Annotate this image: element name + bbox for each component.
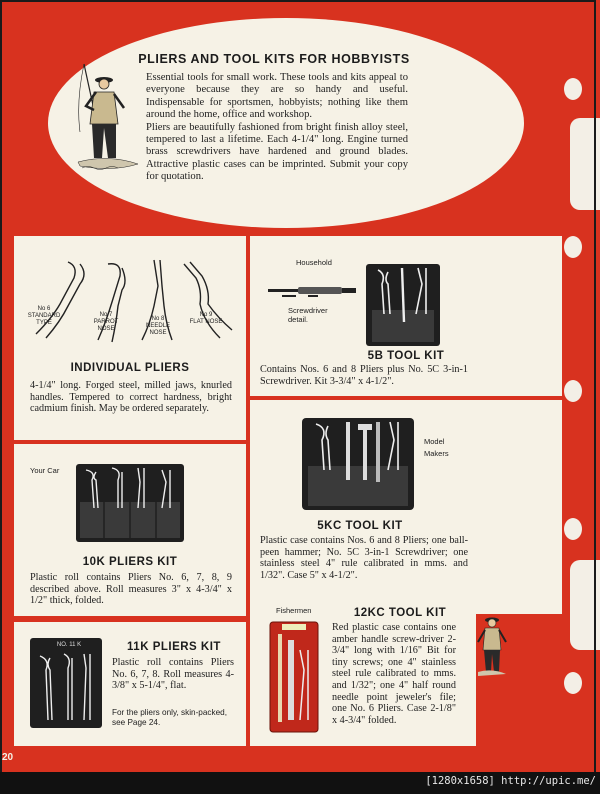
intro-paragraph-2: Pliers are beautifully fashioned from bright finish alloy steel, tempered to last a lifetime. Each 4-1/4" long. Engine turned brass screwdrivers have hardened and ground blades. Attractive plastic cases can be imprinted. Submit your copy for quotation. [146,121,408,183]
image-size-footer: [1280x1658] http://upic.me/ [425,775,596,787]
kit-5kc-description: Plastic case contains Nos. 6 and 8 Pliers; one ball-peen hammer; No. 5C 3-in-1 Screwdriver; one stainless steel 4" rule calibrated in mms. and 1/32". Case 5" x 4-1/2". [260,535,468,581]
kit-5b-screwdriver-label: Screwdriver detail. [288,306,328,324]
kit-12kc-title: 12KC TOOL KIT [353,607,447,619]
individual-pliers-title: INDIVIDUAL PLIERS [70,362,190,374]
kit-5b-household-label: Household [296,258,332,267]
kit-11k-note: For the pliers only, skin-packed, see Page 24. [112,708,227,727]
intro-paragraph-1: Essential tools for small work. These tools and kits appeal to everyone because they are so handy and useful. Indispensable for sportsmen, hobbyists; nothing like them around the home, office and workshop. [146,72,408,121]
kit-5b-description: Contains Nos. 6 and 8 Pliers plus No. 5C 3-in-1 Screwdriver. Kit 3-3/4" x 4-1/2". [260,364,468,387]
kit-11k-title: 11K PLIERS KIT [127,641,221,653]
plier-caption-no8: No 8 NEEDLE NOSE [145,316,170,336]
kit-5b-title: 5B TOOL KIT [367,350,445,362]
kit-10k-label: Your Car [30,466,60,475]
plier-caption-no6: No 6 STANDARD TYPE [27,306,61,326]
kit-11k-label: NO. 11 K [56,642,82,648]
kit-5kc-label: Model Makers [424,437,449,458]
page-number: 20 [2,752,14,763]
kit-12kc-label: Fishermen [276,606,312,615]
kit-5kc-title: 5KC TOOL KIT [317,520,403,532]
kit-12kc-description: Red plastic case contains one amber handle screw-driver 2-3/4" long with 1/16" Bit for tiny screws; one 4" stainless steel rule calibrated to mms. and 1/32"; one 4" half round needle point jeweler's file; one No. 6 Pliers. Case 2-1/8" x 4-3/4" folded. [332,622,456,726]
individual-pliers-description: 4-1/4" long. Forged steel, milled jaws, knurled handles. Tempered to correct hardness, bright cadmium finish. May be ordered separately. [30,380,232,415]
kit-10k-description: Plastic roll contains Pliers No. 6, 7, 8, 9 described above. Roll measures 3" x 4-3/4" x 1/2" thick, folded. [30,572,232,607]
kit-11k-description: Plastic roll contains Pliers No. 6, 7, 8. Roll measures 4-3/8" x 5-1/4", flat. [112,657,234,692]
plier-caption-no7: No 7 PARROT NOSE [93,312,119,332]
intro-title: PLIERS AND TOOL KITS FOR HOBBYISTS [138,52,410,66]
kit-10k-title: 10K PLIERS KIT [82,556,178,568]
plier-caption-no9: No 9 FLAT NOSE [189,312,223,325]
